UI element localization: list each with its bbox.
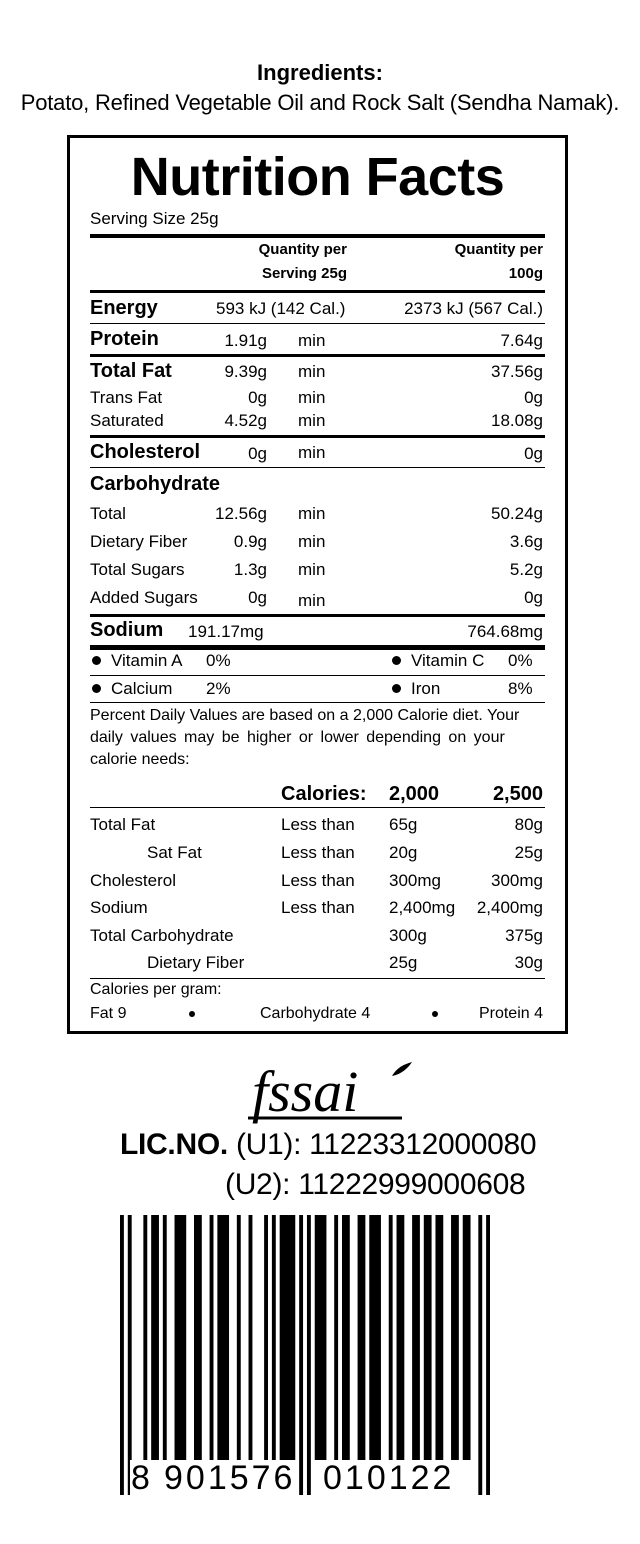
footnote-line1: Percent Daily Values are based on a 2,000 Calorie diet. Your bbox=[90, 707, 520, 724]
barcode-bar bbox=[389, 1215, 393, 1460]
barcode-digits-left: 901576 bbox=[164, 1459, 296, 1497]
carbohydrate-label: Carbohydrate bbox=[90, 473, 221, 495]
protein-100g: 7.64g bbox=[500, 331, 543, 350]
carb-sugars-label: Total Sugars bbox=[90, 560, 185, 579]
calories-per-gram-fat: Fat 9 bbox=[90, 1005, 127, 1022]
total-fat-label: Total Fat bbox=[90, 360, 172, 382]
barcode-bar bbox=[342, 1215, 350, 1460]
dv-row-2000: 20g bbox=[389, 843, 418, 862]
dv-row-2500: 2,400mg bbox=[476, 898, 543, 917]
barcode-bar bbox=[210, 1215, 214, 1460]
saturated-100g: 18.08g bbox=[491, 411, 543, 430]
carb-fiber-min: min bbox=[298, 532, 326, 551]
trans-fat-min: min bbox=[298, 388, 326, 407]
header-100g-line1: Quantity per bbox=[454, 241, 543, 258]
dv-row-2500: 25g bbox=[514, 843, 543, 862]
dv-row-2500: 375g bbox=[505, 926, 543, 945]
dv-row-2000: 65g bbox=[389, 815, 418, 834]
energy-serving: 593 kJ (142 Cal.) bbox=[216, 299, 346, 318]
dv-row-qualifier: Less than bbox=[281, 843, 355, 862]
divider bbox=[90, 435, 545, 438]
saturated-serving: 4.52g bbox=[224, 411, 267, 430]
barcode-guard-bar bbox=[299, 1215, 303, 1495]
barcode-guard-bar bbox=[478, 1215, 482, 1495]
divider bbox=[90, 702, 545, 703]
sodium-label: Sodium bbox=[90, 619, 164, 641]
dv-2500-header: 2,500 bbox=[492, 783, 543, 805]
calcium-value: 2% bbox=[206, 679, 231, 698]
dv-row-label: Sodium bbox=[90, 898, 148, 917]
license-u1: (U1): 11223312000080 bbox=[235, 1128, 537, 1161]
calcium-label: Calcium bbox=[111, 679, 173, 698]
vitamin-c-value: 0% bbox=[508, 651, 533, 670]
saturated-label: Saturated bbox=[90, 411, 164, 430]
license-label: LIC.NO. bbox=[120, 1128, 228, 1161]
carb-added-sugars-label: Added Sugars bbox=[90, 588, 198, 607]
cholesterol-serving: 0g bbox=[248, 444, 267, 463]
dv-row-qualifier: Less than bbox=[281, 815, 355, 834]
carb-total-label: Total bbox=[90, 504, 126, 523]
dv-row-2000: 2,400mg bbox=[389, 898, 456, 917]
vitamin-c-label: Vitamin C bbox=[411, 651, 485, 670]
divider-thick bbox=[90, 645, 545, 650]
bullet-icon bbox=[432, 1011, 438, 1017]
barcode-bar bbox=[334, 1215, 338, 1460]
calories-per-gram-protein: Protein 4 bbox=[478, 1005, 543, 1022]
barcode-bar bbox=[194, 1215, 202, 1460]
bullet-icon bbox=[392, 684, 401, 693]
license-u2: (U2): 11222999000608 bbox=[225, 1168, 526, 1201]
dv-row-2500: 30g bbox=[514, 953, 543, 972]
carb-total-min: min bbox=[298, 504, 326, 523]
barcode-bar bbox=[358, 1215, 366, 1460]
ingredients-title: Ingredients: bbox=[257, 60, 383, 85]
carb-added-sugars-100g: 0g bbox=[524, 588, 543, 607]
trans-fat-serving: 0g bbox=[248, 388, 267, 407]
carb-fiber-label: Dietary Fiber bbox=[90, 532, 188, 551]
iron-label: Iron bbox=[411, 679, 441, 698]
barcode-bar bbox=[435, 1215, 443, 1460]
license-line-1 bbox=[120, 1128, 536, 1162]
header-serving-line1: Quantity per bbox=[258, 241, 347, 258]
divider bbox=[90, 354, 545, 357]
barcode-bar bbox=[280, 1215, 296, 1460]
divider bbox=[90, 614, 545, 617]
energy-label: Energy bbox=[90, 297, 158, 319]
total-fat-100g: 37.56g bbox=[491, 362, 543, 381]
barcode-digit-first: 8 bbox=[131, 1459, 153, 1497]
divider bbox=[90, 290, 545, 293]
dv-row-2000: 300g bbox=[389, 926, 427, 945]
bullet-icon bbox=[392, 656, 401, 665]
barcode-bar bbox=[424, 1215, 432, 1460]
carb-total-100g: 50.24g bbox=[491, 504, 543, 523]
fssai-logo-wordmark: fssai bbox=[252, 1059, 359, 1124]
barcode-bar bbox=[217, 1215, 229, 1460]
cholesterol-label: Cholesterol bbox=[90, 441, 201, 463]
bullet-icon bbox=[92, 656, 101, 665]
barcode-guard-bar bbox=[307, 1215, 311, 1495]
divider bbox=[90, 323, 545, 324]
nutrition-title: Nutrition Facts bbox=[130, 147, 505, 207]
dv-row-label: Total Carbohydrate bbox=[90, 926, 234, 945]
vitamin-a-value: 0% bbox=[206, 651, 231, 670]
dv-row-2000: 25g bbox=[389, 953, 418, 972]
dv-row-label: Cholesterol bbox=[90, 871, 176, 890]
total-fat-min: min bbox=[298, 362, 326, 381]
barcode-bar bbox=[143, 1215, 147, 1460]
carb-sugars-serving: 1.3g bbox=[233, 560, 267, 579]
protein-serving: 1.91g bbox=[224, 331, 267, 350]
protein-label: Protein bbox=[90, 328, 159, 350]
carb-fiber-100g: 3.6g bbox=[509, 532, 543, 551]
barcode-bar bbox=[315, 1215, 327, 1460]
leaf-icon bbox=[392, 1062, 412, 1076]
dv-row-qualifier: Less than bbox=[281, 871, 355, 890]
vitamin-a-label: Vitamin A bbox=[111, 651, 183, 670]
barcode-digits-right: 010122 bbox=[323, 1459, 455, 1497]
nutrition-facts-panel bbox=[67, 135, 568, 1034]
dv-row-2500: 80g bbox=[514, 815, 543, 834]
ingredients-text: Potato, Refined Vegetable Oil and Rock Salt (Sendha Namak). bbox=[20, 90, 620, 115]
fssai-logo bbox=[0, 1058, 640, 1128]
dv-row-2000: 300mg bbox=[389, 871, 441, 890]
trans-fat-100g: 0g bbox=[524, 388, 543, 407]
calories-per-gram-label: Calories per gram: bbox=[90, 981, 222, 998]
dv-row-qualifier: Less than bbox=[281, 898, 355, 917]
energy-100g: 2373 kJ (567 Cal.) bbox=[404, 299, 543, 318]
bullet-icon bbox=[92, 684, 101, 693]
divider bbox=[90, 978, 545, 979]
protein-min: min bbox=[298, 331, 326, 350]
dv-row-2500: 300mg bbox=[491, 871, 543, 890]
barcode bbox=[120, 1215, 490, 1495]
barcode-bar bbox=[397, 1215, 405, 1460]
divider bbox=[90, 467, 545, 468]
dv-calories-label: Calories: bbox=[281, 783, 367, 805]
barcode-bar bbox=[412, 1215, 420, 1460]
cholesterol-min: min bbox=[298, 443, 326, 462]
barcode-bar bbox=[451, 1215, 459, 1460]
barcode-bar bbox=[163, 1215, 167, 1460]
barcode-bar bbox=[463, 1215, 471, 1460]
license-line-2 bbox=[225, 1168, 525, 1202]
sodium-serving: 191.17mg bbox=[188, 622, 264, 641]
serving-size: Serving Size 25g bbox=[90, 209, 219, 228]
barcode-bar bbox=[175, 1215, 187, 1460]
saturated-min: min bbox=[298, 411, 326, 430]
divider bbox=[90, 807, 545, 808]
divider-thick bbox=[90, 234, 545, 238]
dv-2000-header: 2,000 bbox=[389, 783, 440, 805]
total-fat-serving: 9.39g bbox=[224, 362, 267, 381]
barcode-bar bbox=[151, 1215, 159, 1460]
footnote-line2: daily values may be higher or lower depending on your bbox=[90, 729, 505, 746]
barcode-bar bbox=[249, 1215, 253, 1460]
barcode-guard-bar bbox=[120, 1215, 124, 1495]
barcode-guard-bar bbox=[486, 1215, 490, 1495]
dv-row-label: Dietary Fiber bbox=[147, 953, 245, 972]
header-serving-line2: Serving 25g bbox=[261, 265, 347, 282]
carb-sugars-min: min bbox=[298, 560, 326, 579]
carb-added-sugars-min: min bbox=[298, 591, 326, 610]
bullet-icon bbox=[189, 1011, 195, 1017]
iron-value: 8% bbox=[508, 679, 533, 698]
trans-fat-label: Trans Fat bbox=[90, 388, 163, 407]
calories-per-gram-carb: Carbohydrate 4 bbox=[260, 1005, 371, 1022]
barcode-bar bbox=[369, 1215, 381, 1460]
sodium-100g: 764.68mg bbox=[467, 622, 543, 641]
dv-row-label: Total Fat bbox=[90, 815, 156, 834]
carb-fiber-serving: 0.9g bbox=[233, 532, 267, 551]
footnote-line3: calorie needs: bbox=[90, 751, 190, 768]
divider bbox=[90, 675, 545, 676]
barcode-bar bbox=[272, 1215, 276, 1460]
barcode-bar bbox=[237, 1215, 241, 1460]
dv-row-label: Sat Fat bbox=[147, 843, 202, 862]
carb-total-serving: 12.56g bbox=[215, 504, 267, 523]
barcode-bar bbox=[264, 1215, 268, 1460]
header-100g-line2: 100g bbox=[508, 265, 543, 282]
barcode-guard-bar bbox=[128, 1215, 132, 1495]
carb-sugars-100g: 5.2g bbox=[509, 560, 543, 579]
carb-added-sugars-serving: 0g bbox=[248, 588, 267, 607]
cholesterol-100g: 0g bbox=[524, 444, 543, 463]
